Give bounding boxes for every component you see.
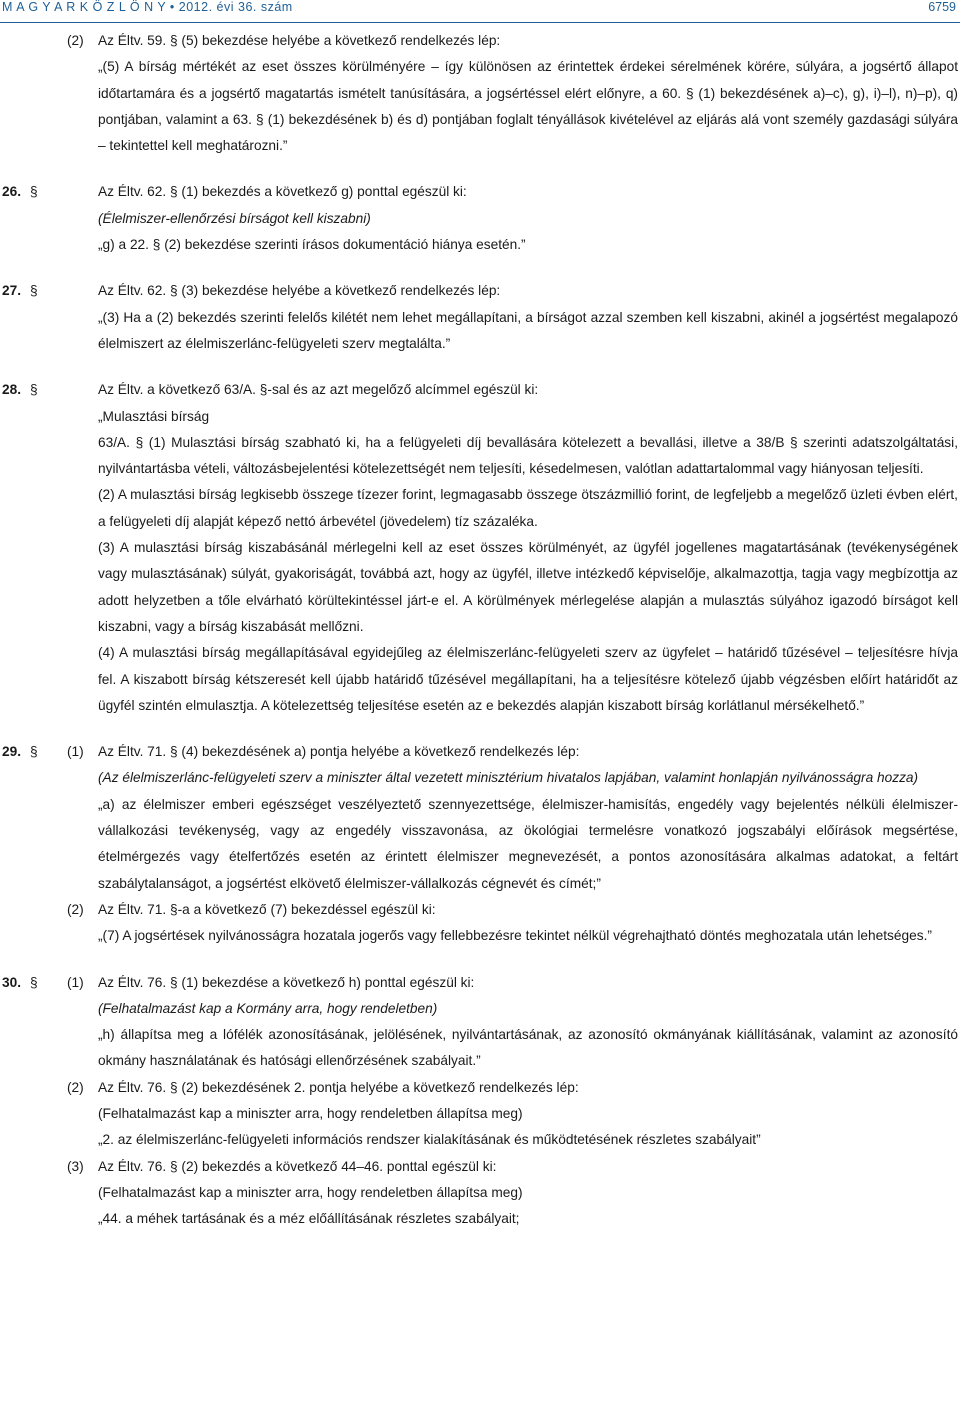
subsection-3 bbox=[0, 1154, 960, 1233]
context-clause: (Felhatalmazást kap a Kormány arra, hogy rendeletben) bbox=[98, 1000, 438, 1016]
section-sign: § bbox=[30, 283, 38, 299]
section-27 bbox=[0, 278, 960, 357]
amendment-text: „g) a 22. § (2) bekezdése szerinti írásos dokumentáció hiánya esetén.” bbox=[98, 237, 526, 253]
section-sign: § bbox=[30, 382, 38, 398]
amendment-text: „(3) Ha a (2) bekezdés szerinti felelős kilétét nem lehet megállapítani, a bírságot azzal szemben kell kiszabni, akinél a jogsértést megalapozó élelmiszert az élelmiszerlánc-felügyeleti szerv megtalálta.” bbox=[98, 309, 958, 351]
subsection-number: (1) bbox=[67, 744, 84, 760]
page-number: 6759 bbox=[928, 0, 956, 14]
amendment-instruction: Az Éltv. a következő 63/A. §-sal és az azt megelőző alcímmel egészül ki: bbox=[98, 382, 539, 398]
subsection-2 bbox=[0, 897, 960, 950]
paragraph: (4) A mulasztási bírság megállapításával egyidejűleg az élelmiszerlánc-felügyeleti szerv az ügyfelet – határidő tűzésével – teljesítésre hívja fel. A kiszabott bírság kétszeresét kell újabb határidő tűzésével megállapítani, ha a teljesítésre kötelező újabb végzésben előírt határidőt az ügyfél szintén elmulasztja. A kötelezettség teljesítése esetén az e bekezdés alapján kiszabott bírság korlátlanul mérsékelhető.” bbox=[98, 645, 958, 713]
subtitle: „Mulasztási bírság bbox=[98, 408, 210, 424]
amendment-instruction: Az Éltv. 71. § (4) bekezdésének a) pontja helyébe a következő rendelkezés lép: bbox=[98, 744, 580, 760]
amendment-text: „44. a méhek tartásának és a méz előállításának részletes szabályait; bbox=[98, 1211, 520, 1227]
subsection-number: (1) bbox=[67, 974, 84, 990]
amendment-instruction: Az Éltv. 76. § (1) bekezdése a következő h) ponttal egészül ki: bbox=[98, 974, 475, 990]
section-number: 26. bbox=[2, 184, 22, 200]
paragraph: (2) A mulasztási bírság legkisebb összege tízezer forint, legmagasabb összege ötszázmillió forint, de legfeljebb a megelőző üzleti évben elért, a felügyeleti díj alapját képező nettó árbevétel (jövedelem) tíz százaléka. bbox=[98, 487, 958, 529]
subsection-number: (3) bbox=[67, 1158, 84, 1174]
subsection-number: (2) bbox=[67, 33, 84, 48]
amendment-instruction: Az Éltv. 71. §-a a következő (7) bekezdéssel egészül ki: bbox=[98, 901, 436, 917]
amendment-text: „(7) A jogsértések nyilvánosságra hozatala jogerős vagy fellebbezésre tekintet nélkül végrehajtható döntés meghozatala után lehetséges.” bbox=[98, 928, 932, 944]
amendment-text: „2. az élelmiszerlánc-felügyeleti információs rendszer kialakításának és működtetésének részletes szabályait” bbox=[98, 1132, 761, 1148]
page-header bbox=[0, 0, 960, 23]
section-sign: § bbox=[30, 974, 38, 990]
amendment-instruction: Az Éltv. 62. § (3) bekezdése helyébe a következő rendelkezés lép: bbox=[98, 283, 501, 299]
section-number: 27. bbox=[2, 283, 22, 299]
subsection-number: (2) bbox=[67, 1079, 84, 1095]
amendment-text: „h) állapítsa meg a lófélék azonosításának, jelölésének, nyilvántartásának, az azonosító okmányának kiállításának, valamint az azonosító okmány használatának és hatósági ellenőrzésének szabályait.” bbox=[98, 1027, 958, 1069]
section-sign: § bbox=[30, 744, 38, 760]
section-29 bbox=[0, 739, 960, 949]
paragraph: 63/A. § (1) Mulasztási bírság szabható ki, ha a felügyeleti díj bevallására kötelezett a bevallási, illetve a 38/B § szerinti adatszolgáltatási, nyilvántartásba vételi, változásbejelentési kötelezettségét nem teljesíti, késedelmesen, valótlan adattartalommal vagy hiányosan teljesíti. bbox=[98, 434, 958, 477]
section-number: 30. bbox=[2, 974, 22, 990]
section-number: 29. bbox=[2, 744, 22, 760]
section-number: 28. bbox=[2, 382, 22, 398]
amendment-text: „(5) A bírság mértékét az eset összes körülményére – így különösen az érintettek érdekei sérelmének körére, súlyára, a jogsértő állapot időtartamára és a jogsértő magatartás ismételt tanúsítására, a jogsértéssel elért előnyre, a 60. § (1) bekezdésének a)–c), g), i)–l), n)–p), q) pontjában, valamint a 63. § (1) bekezdésének b) és d) pontjában foglalt tényállások kivételével az eljárás alá vont személy gazdasági súlyára – tekintettel kell meghatározni.” bbox=[98, 59, 958, 154]
document-body bbox=[0, 28, 960, 1232]
subsection-1 bbox=[0, 970, 960, 1075]
subsection-number: (2) bbox=[67, 901, 84, 917]
section-26 bbox=[0, 179, 960, 258]
amendment-instruction: Az Éltv. 76. § (2) bekezdésének 2. pontja helyébe a következő rendelkezés lép: bbox=[98, 1079, 579, 1095]
amendment-instruction: Az Éltv. 76. § (2) bekezdés a következő 44–46. ponttal egészül ki: bbox=[98, 1158, 497, 1174]
subsection-2 bbox=[0, 1075, 960, 1154]
amendment-instruction: Az Éltv. 59. § (5) bekezdése helyébe a következő rendelkezés lép: bbox=[98, 33, 501, 48]
section-sign: § bbox=[30, 184, 38, 200]
context-clause: (Felhatalmazást kap a miniszter arra, hogy rendeletben állapítsa meg) bbox=[98, 1184, 523, 1200]
subsection-1 bbox=[0, 739, 960, 897]
context-clause: (Élelmiszer-ellenőrzési bírságot kell kiszabni) bbox=[98, 210, 371, 226]
section-28 bbox=[0, 377, 960, 719]
amendment-instruction: Az Éltv. 62. § (1) bekezdés a következő g) ponttal egészül ki: bbox=[98, 184, 467, 200]
context-clause: (Az élelmiszerlánc-felügyeleti szerv a miniszter által vezetett minisztérium hivatalos lapjában, valamint honlapján nyilvánosságra hozza) bbox=[98, 770, 919, 786]
amendment-text: „a) az élelmiszer emberi egészséget veszélyeztető szennyezettsége, élelmiszer-hamisítás, engedély vagy bejelentés nélküli élelmiszer-vállalkozási tevékenység, vagy az engedély visszavonása, az ökológiai termelésre vonatkozó jogszabályi előírások megsértése, ételmérgezés vagy ételfertőzés esetén az érintett élelmiszer megnevezését, a pontos azonosítására alkalmas adatokat, a feltárt szabálytalanságot, a jogsértést elkövető élelmiszer-vállalkozás cégnevét és címét;” bbox=[98, 796, 958, 891]
publication-title: M A G Y A R K Ö Z L Ö N Y • 2012. évi 36. szám bbox=[2, 0, 293, 14]
paragraph: (3) A mulasztási bírság kiszabásánál mérlegelni kell az eset összes körülményét, az ügyfél jogellenes magatartásának (tevékenységének vagy mulasztásának) súlyát, gyakoriságát, továbbá azt, hogy az ügyfél, illetve intézkedő képviselője, alkalmazottja, tagja vagy megbízottja az adott helyzetben a tőle elvárható körültekintéssel járt-e el. A körülmények mérlegelése alapján a mulasztás súlyához igazodó bírságot kell kiszabni, vagy a bírság kiszabását mellőzni. bbox=[98, 540, 958, 634]
intro-paragraph bbox=[0, 28, 960, 159]
context-clause: (Felhatalmazást kap a miniszter arra, hogy rendeletben állapítsa meg) bbox=[98, 1105, 523, 1121]
section-30 bbox=[0, 970, 960, 1233]
